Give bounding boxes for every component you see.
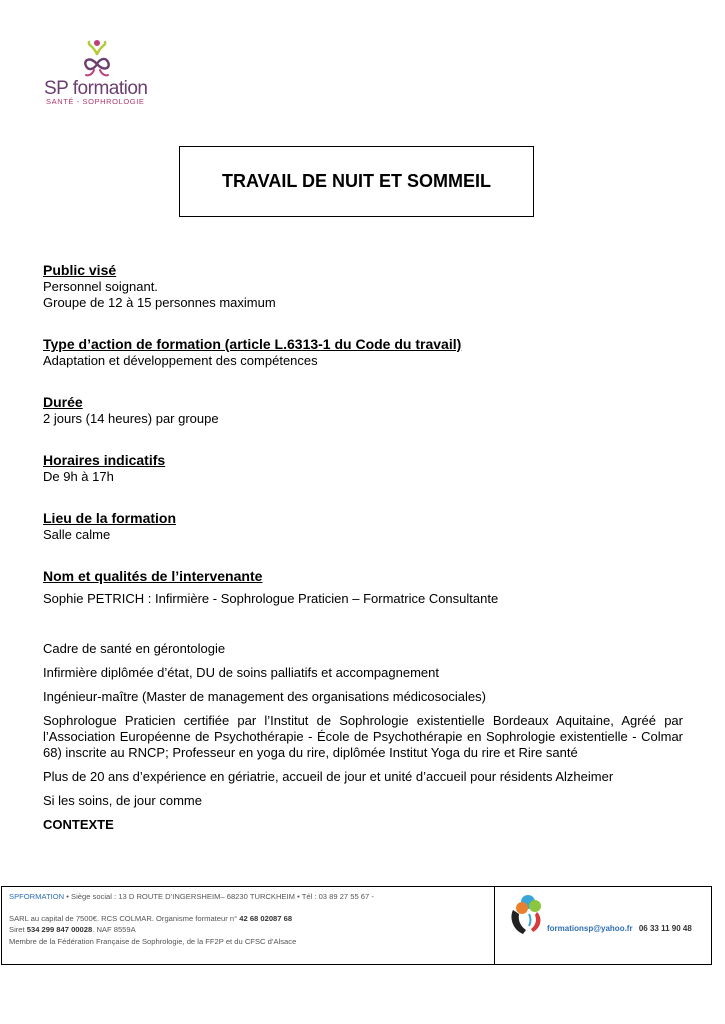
document-title: TRAVAIL DE NUIT ET SOMMEIL — [222, 171, 491, 191]
company-logo — [42, 40, 152, 106]
page-footer — [1, 886, 712, 965]
footer-phone: 06 33 11 90 48 — [638, 924, 692, 933]
section-text: Groupe de 12 à 15 personnes maximum — [43, 295, 276, 310]
phone-contact-icon — [507, 892, 549, 938]
logo-name: SP formation — [44, 78, 148, 99]
section-heading: Lieu de la formation — [43, 510, 177, 526]
section-text: De 9h à 17h — [43, 469, 114, 484]
section-type-action — [43, 335, 683, 369]
section-text: 2 jours (14 heures) par groupe — [43, 411, 219, 426]
footer-contact — [547, 924, 692, 933]
section-lieu — [43, 509, 683, 543]
document-body — [43, 261, 683, 833]
footer-siege: • Siège social : 13 D ROUTE D’INGERSHEIM– 68230 TURCKHEIM • Tél : 03 89 27 55 67 - — [66, 892, 374, 901]
logo-tagline: SANTÉ - SOPHROLOGIE — [46, 97, 145, 106]
footer-organisme-number: 42 68 02087 68 — [239, 913, 293, 923]
section-heading: Public visé — [43, 262, 117, 278]
qualification-item: Ingénieur-maître (Master de management des organisations médicosociales) — [43, 689, 486, 704]
section-heading: Nom et qualités de l’intervenante — [43, 568, 263, 584]
qualification-item: Infirmière diplômée d’état, DU de soins palliatifs et accompagnement — [43, 665, 439, 680]
footer-line-sarl — [9, 913, 494, 925]
section-duree — [43, 393, 683, 427]
section-heading: Durée — [43, 394, 83, 410]
footer-line-siret — [9, 924, 494, 936]
section-heading: Horaires indicatifs — [43, 452, 166, 468]
qualification-item: Cadre de santé en gérontologie — [43, 641, 226, 656]
footer-line-siege — [9, 891, 494, 903]
qualification-item: Sophrologue Praticien certifiée par l’Institut de Sophrologie existentielle Bordeaux Aquitaine, Agréé par l’Association Européenne de Psychothérapie - École de Psychothérapie en Sophrologie existentielle - Colmar 68) inscrite au RNCP; Professeur en yoga du rire, diplômée Institut Yoga du rire et Rire santé — [43, 713, 683, 760]
footer-siret: 534 299 847 00028 — [26, 925, 93, 934]
qualification-item: Si les soins, de jour comme — [43, 793, 202, 808]
footer-contact-block — [495, 887, 711, 964]
sp-formation-logo-icon — [82, 40, 112, 80]
footer-brand: SPFORMATION — [9, 892, 65, 901]
section-horaires — [43, 451, 683, 485]
footer-naf: . NAF 8559A — [92, 925, 136, 934]
title-box — [179, 146, 534, 217]
footer-sarl: SARL au capital de 7500€. RCS COLMAR. Organisme formateur n° — [9, 913, 238, 923]
section-heading: Type d’action de formation (article L.6313-1 du Code du travail) — [43, 336, 462, 352]
intervenant-name: Sophie PETRICH : Infirmière - Sophrologue Praticien – Formatrice Consultante — [43, 591, 499, 606]
qualification-item: Plus de 20 ans d’expérience en gériatrie, accueil de jour et unité d’accueil pour résidents Alzheimer — [43, 769, 614, 784]
section-intervenant — [43, 567, 683, 809]
section-text: Personnel soignant. — [43, 279, 158, 294]
section-contexte-heading: CONTEXTE — [43, 817, 114, 832]
footer-company-info — [2, 887, 495, 964]
footer-email-link[interactable]: formationsp@yahoo.fr — [547, 924, 633, 933]
section-public — [43, 261, 683, 311]
footer-membre: Membre de la Fédération Française de Sophrologie, de la FF2P et du CFSC d’Alsace — [9, 936, 297, 946]
section-text: Salle calme — [43, 527, 111, 542]
section-text: Adaptation et développement des compétences — [43, 353, 318, 368]
footer-siret-label: Siret — [9, 925, 25, 934]
